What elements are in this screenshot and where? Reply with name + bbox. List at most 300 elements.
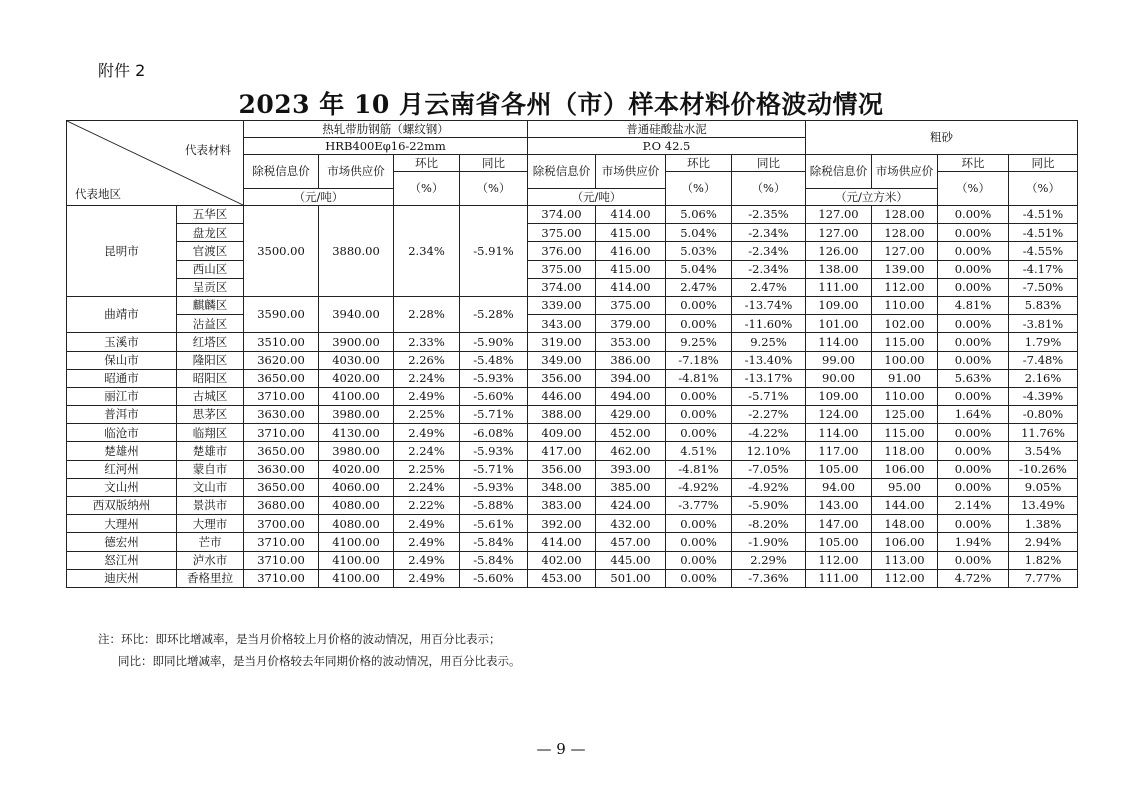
cement-market-price: 415.00 (596, 260, 666, 278)
rebar-yoy-change: -5.93% (460, 442, 528, 460)
rebar-yoy-change: -6.08% (460, 424, 528, 442)
sand-yoy-unit: （%） (1009, 172, 1078, 206)
cement-mom-change: 0.00% (666, 569, 732, 587)
district-cell: 文山市 (177, 478, 244, 496)
note-mom: 注：环比：即环比增减率，是当月价格较上月价格的波动情况，用百分比表示； (98, 632, 501, 646)
cement-yoy-change: -5.90% (732, 497, 806, 515)
table-row (67, 460, 1078, 478)
rebar-market-price: 4100.00 (319, 387, 394, 405)
sand-taxfree-price: 111.00 (806, 569, 872, 587)
cement-yoy-change: -2.34% (732, 224, 806, 242)
sand-mom-change: 5.63% (938, 369, 1009, 387)
table-row (67, 387, 1078, 405)
cement-mom-change: 9.25% (666, 333, 732, 351)
sand-taxfree-price: 143.00 (806, 497, 872, 515)
sand-market-price: 106.00 (872, 460, 938, 478)
table-row (67, 515, 1078, 533)
cement-yoy-change: -7.36% (732, 569, 806, 587)
cement-yoy-change: -13.17% (732, 369, 806, 387)
city-cell: 丽江市 (67, 387, 177, 405)
cement-taxfree-price: 402.00 (528, 551, 596, 569)
sand-market-price: 144.00 (872, 497, 938, 515)
city-cell: 昭通市 (67, 369, 177, 387)
cement-yoy-change: -2.34% (732, 260, 806, 278)
cement-yoy-change: -2.27% (732, 406, 806, 424)
cement-yoy-change: 9.25% (732, 333, 806, 351)
header-diagonal-cell (67, 121, 244, 206)
cement-taxfree-price: 374.00 (528, 206, 596, 224)
rebar-taxfree-header: 除税信息价 (244, 155, 319, 189)
rebar-mom-change: 2.34% (394, 206, 460, 297)
cement-yoy-change: -13.40% (732, 351, 806, 369)
district-cell: 官渡区 (177, 242, 244, 260)
cement-taxfree-price: 356.00 (528, 369, 596, 387)
sand-market-price: 112.00 (872, 278, 938, 296)
sand-taxfree-price: 105.00 (806, 533, 872, 551)
rebar-yoy-unit: （%） (460, 172, 528, 206)
cement-market-price: 445.00 (596, 551, 666, 569)
cement-market-price: 414.00 (596, 206, 666, 224)
cement-market-price: 429.00 (596, 406, 666, 424)
sand-yoy-change: -4.51% (1009, 224, 1078, 242)
rebar-yoy-change: -5.84% (460, 533, 528, 551)
rebar-yoy-change: -5.93% (460, 478, 528, 496)
cement-market-price: 416.00 (596, 242, 666, 260)
cement-market-price: 415.00 (596, 224, 666, 242)
rebar-market-price: 4020.00 (319, 369, 394, 387)
cement-header: 普通硅酸盐水泥 (528, 121, 806, 138)
sand-taxfree-price: 105.00 (806, 460, 872, 478)
district-cell: 大理市 (177, 515, 244, 533)
cement-market-price: 393.00 (596, 460, 666, 478)
rebar-yoy-change: -5.88% (460, 497, 528, 515)
sand-taxfree-price: 99.00 (806, 351, 872, 369)
cement-spec: P.O 42.5 (528, 138, 806, 155)
rebar-header: 热轧带肋钢筋（螺纹钢） (244, 121, 528, 138)
sand-yoy-change: -4.51% (1009, 206, 1078, 224)
rebar-taxfree-price: 3630.00 (244, 406, 319, 424)
cement-yoy-change: -5.71% (732, 387, 806, 405)
cement-taxfree-price: 417.00 (528, 442, 596, 460)
cement-taxfree-price: 375.00 (528, 224, 596, 242)
header-region-label: 代表地区 (75, 187, 121, 201)
sand-mom-change: 4.81% (938, 296, 1009, 314)
sand-unit: （元/立方米） (806, 189, 938, 206)
cement-yoy-unit: （%） (732, 172, 806, 206)
rebar-yoy-header: 同比 (460, 155, 528, 172)
sand-mom-change: 0.00% (938, 242, 1009, 260)
sand-yoy-change: -4.55% (1009, 242, 1078, 260)
rebar-taxfree-price: 3630.00 (244, 460, 319, 478)
cement-yoy-change: 2.47% (732, 278, 806, 296)
sand-mom-change: 0.00% (938, 206, 1009, 224)
cement-market-price: 385.00 (596, 478, 666, 496)
sand-mom-change: 1.94% (938, 533, 1009, 551)
district-cell: 景洪市 (177, 497, 244, 515)
cement-taxfree-price: 383.00 (528, 497, 596, 515)
rebar-mom-change: 2.49% (394, 424, 460, 442)
rebar-market-price: 3940.00 (319, 296, 394, 332)
cement-taxfree-price: 453.00 (528, 569, 596, 587)
sand-market-price: 113.00 (872, 551, 938, 569)
cement-mom-change: -3.77% (666, 497, 732, 515)
cement-taxfree-price: 343.00 (528, 315, 596, 333)
cement-market-header: 市场供应价 (596, 155, 666, 189)
rebar-taxfree-price: 3680.00 (244, 497, 319, 515)
sand-yoy-change: 1.38% (1009, 515, 1078, 533)
sand-yoy-change: 9.05% (1009, 478, 1078, 496)
district-cell: 思茅区 (177, 406, 244, 424)
note-yoy: 同比：即同比增减率，是当月价格较去年同期价格的波动情况，用百分比表示。 (118, 654, 521, 668)
rebar-yoy-change: -5.60% (460, 569, 528, 587)
sand-taxfree-price: 90.00 (806, 369, 872, 387)
cement-mom-change: -7.18% (666, 351, 732, 369)
sand-market-price: 110.00 (872, 296, 938, 314)
rebar-spec: HRB400Eφ16-22mm (244, 138, 528, 155)
sand-market-price: 128.00 (872, 224, 938, 242)
cement-market-price: 452.00 (596, 424, 666, 442)
rebar-taxfree-price: 3620.00 (244, 351, 319, 369)
sand-taxfree-price: 114.00 (806, 424, 872, 442)
district-cell: 西山区 (177, 260, 244, 278)
sand-taxfree-price: 109.00 (806, 296, 872, 314)
district-cell: 香格里拉 (177, 569, 244, 587)
sand-mom-change: 0.00% (938, 333, 1009, 351)
sand-taxfree-price: 127.00 (806, 224, 872, 242)
table-row (67, 551, 1078, 569)
cement-yoy-change: -8.20% (732, 515, 806, 533)
cement-taxfree-price: 414.00 (528, 533, 596, 551)
sand-yoy-change: 1.82% (1009, 551, 1078, 569)
sand-taxfree-price: 114.00 (806, 333, 872, 351)
rebar-market-price: 3980.00 (319, 442, 394, 460)
sand-taxfree-price: 117.00 (806, 442, 872, 460)
cement-yoy-change: -7.05% (732, 460, 806, 478)
cement-mom-change: 0.00% (666, 533, 732, 551)
rebar-mom-change: 2.33% (394, 333, 460, 351)
rebar-market-price: 4030.00 (319, 351, 394, 369)
cement-mom-change: 0.00% (666, 406, 732, 424)
rebar-mom-change: 2.28% (394, 296, 460, 332)
rebar-yoy-change: -5.91% (460, 206, 528, 297)
city-cell: 怒江州 (67, 551, 177, 569)
sand-market-price: 127.00 (872, 242, 938, 260)
cement-mom-change: 0.00% (666, 296, 732, 314)
district-cell: 麒麟区 (177, 296, 244, 314)
cement-yoy-change: -4.92% (732, 478, 806, 496)
rebar-mom-unit: （%） (394, 172, 460, 206)
table-row (67, 351, 1078, 369)
city-cell: 大理州 (67, 515, 177, 533)
sand-yoy-change: 3.54% (1009, 442, 1078, 460)
sand-market-price: 128.00 (872, 206, 938, 224)
sand-yoy-change: -3.81% (1009, 315, 1078, 333)
rebar-mom-change: 2.25% (394, 460, 460, 478)
city-cell: 楚雄州 (67, 442, 177, 460)
sand-market-price: 102.00 (872, 315, 938, 333)
cement-market-price: 394.00 (596, 369, 666, 387)
cement-taxfree-price: 339.00 (528, 296, 596, 314)
cement-yoy-change: -4.22% (732, 424, 806, 442)
sand-market-price: 110.00 (872, 387, 938, 405)
sand-mom-change: 0.00% (938, 460, 1009, 478)
rebar-market-price: 4060.00 (319, 478, 394, 496)
cement-mom-change: 2.47% (666, 278, 732, 296)
cement-mom-change: 0.00% (666, 424, 732, 442)
rebar-mom-header: 环比 (394, 155, 460, 172)
rebar-market-price: 4100.00 (319, 569, 394, 587)
header-material-label: 代表材料 (185, 143, 231, 157)
cement-taxfree-price: 374.00 (528, 278, 596, 296)
sand-market-price: 148.00 (872, 515, 938, 533)
rebar-taxfree-price: 3710.00 (244, 569, 319, 587)
sand-market-price: 115.00 (872, 333, 938, 351)
sand-taxfree-price: 127.00 (806, 206, 872, 224)
sand-yoy-change: 7.77% (1009, 569, 1078, 587)
rebar-taxfree-price: 3590.00 (244, 296, 319, 332)
cement-yoy-change: -11.60% (732, 315, 806, 333)
sand-yoy-change: 1.79% (1009, 333, 1078, 351)
sand-taxfree-price: 94.00 (806, 478, 872, 496)
sand-taxfree-price: 112.00 (806, 551, 872, 569)
table-row (67, 497, 1078, 515)
cement-market-price: 501.00 (596, 569, 666, 587)
rebar-taxfree-price: 3700.00 (244, 515, 319, 533)
rebar-market-price: 4080.00 (319, 515, 394, 533)
rebar-mom-change: 2.49% (394, 387, 460, 405)
sand-market-price: 115.00 (872, 424, 938, 442)
table-row (67, 278, 1078, 296)
cement-unit: （元/吨） (528, 189, 666, 206)
cement-market-price: 462.00 (596, 442, 666, 460)
sand-mom-change: 1.64% (938, 406, 1009, 424)
sand-market-price: 125.00 (872, 406, 938, 424)
cement-taxfree-price: 348.00 (528, 478, 596, 496)
sand-market-price: 112.00 (872, 569, 938, 587)
sand-taxfree-price: 109.00 (806, 387, 872, 405)
sand-mom-change: 2.14% (938, 497, 1009, 515)
cement-mom-change: 0.00% (666, 515, 732, 533)
cement-mom-change: -4.81% (666, 460, 732, 478)
sand-market-price: 100.00 (872, 351, 938, 369)
rebar-taxfree-price: 3650.00 (244, 478, 319, 496)
cement-mom-change: 0.00% (666, 387, 732, 405)
cement-taxfree-price: 392.00 (528, 515, 596, 533)
city-cell: 德宏州 (67, 533, 177, 551)
sand-mom-change: 0.00% (938, 224, 1009, 242)
table-row (67, 315, 1078, 333)
rebar-mom-change: 2.24% (394, 369, 460, 387)
sand-mom-change: 0.00% (938, 260, 1009, 278)
table-row (67, 533, 1078, 551)
rebar-taxfree-price: 3650.00 (244, 369, 319, 387)
rebar-mom-change: 2.24% (394, 442, 460, 460)
cement-market-price: 424.00 (596, 497, 666, 515)
cement-mom-change: 4.51% (666, 442, 732, 460)
city-cell: 普洱市 (67, 406, 177, 424)
rebar-market-price: 3980.00 (319, 406, 394, 424)
rebar-taxfree-price: 3650.00 (244, 442, 319, 460)
cement-market-price: 353.00 (596, 333, 666, 351)
district-cell: 芒市 (177, 533, 244, 551)
cement-market-price: 494.00 (596, 387, 666, 405)
rebar-taxfree-price: 3710.00 (244, 387, 319, 405)
cement-taxfree-price: 349.00 (528, 351, 596, 369)
rebar-market-header: 市场供应价 (319, 155, 394, 189)
city-cell: 曲靖市 (67, 296, 177, 332)
cement-taxfree-header: 除税信息价 (528, 155, 596, 189)
sand-yoy-change: -4.39% (1009, 387, 1078, 405)
rebar-taxfree-price: 3710.00 (244, 551, 319, 569)
cement-yoy-change: 2.29% (732, 551, 806, 569)
rebar-mom-change: 2.26% (394, 351, 460, 369)
table-row (67, 406, 1078, 424)
sand-yoy-change: -7.50% (1009, 278, 1078, 296)
sand-mom-header: 环比 (938, 155, 1009, 172)
cement-yoy-change: -2.34% (732, 242, 806, 260)
rebar-market-price: 3880.00 (319, 206, 394, 297)
sand-yoy-change: 11.76% (1009, 424, 1078, 442)
sand-yoy-change: -7.48% (1009, 351, 1078, 369)
district-cell: 楚雄市 (177, 442, 244, 460)
sand-yoy-change: 13.49% (1009, 497, 1078, 515)
cement-market-price: 414.00 (596, 278, 666, 296)
footnotes (98, 628, 521, 672)
rebar-mom-change: 2.24% (394, 478, 460, 496)
sand-mom-change: 0.00% (938, 478, 1009, 496)
rebar-mom-change: 2.49% (394, 533, 460, 551)
page-number: — 9 — (536, 740, 586, 758)
sand-mom-change: 4.72% (938, 569, 1009, 587)
table-row (67, 206, 1078, 224)
sand-market-price: 95.00 (872, 478, 938, 496)
sand-taxfree-price: 124.00 (806, 406, 872, 424)
table-row (67, 260, 1078, 278)
sand-mom-change: 0.00% (938, 515, 1009, 533)
sand-mom-change: 0.00% (938, 351, 1009, 369)
sand-taxfree-price: 147.00 (806, 515, 872, 533)
cement-yoy-change: -13.74% (732, 296, 806, 314)
district-cell: 泸水市 (177, 551, 244, 569)
cement-mom-unit: （%） (666, 172, 732, 206)
cement-taxfree-price: 388.00 (528, 406, 596, 424)
rebar-yoy-change: -5.61% (460, 515, 528, 533)
cement-taxfree-price: 319.00 (528, 333, 596, 351)
rebar-mom-change: 2.49% (394, 551, 460, 569)
cement-mom-change: 0.00% (666, 551, 732, 569)
table-row (67, 369, 1078, 387)
city-cell: 迪庆州 (67, 569, 177, 587)
rebar-yoy-change: -5.93% (460, 369, 528, 387)
sand-market-price: 118.00 (872, 442, 938, 460)
sand-header: 粗砂 (806, 121, 1078, 155)
cement-taxfree-price: 356.00 (528, 460, 596, 478)
sand-yoy-change: -0.80% (1009, 406, 1078, 424)
cement-mom-change: 5.06% (666, 206, 732, 224)
cement-market-price: 386.00 (596, 351, 666, 369)
sand-market-price: 106.00 (872, 533, 938, 551)
cement-mom-change: 5.04% (666, 260, 732, 278)
rebar-market-price: 4100.00 (319, 533, 394, 551)
sand-mom-change: 0.00% (938, 442, 1009, 460)
sand-mom-change: 0.00% (938, 278, 1009, 296)
cement-mom-header: 环比 (666, 155, 732, 172)
sand-taxfree-price: 101.00 (806, 315, 872, 333)
cement-market-price: 432.00 (596, 515, 666, 533)
cement-taxfree-price: 446.00 (528, 387, 596, 405)
sand-yoy-header: 同比 (1009, 155, 1078, 172)
district-cell: 临翔区 (177, 424, 244, 442)
rebar-taxfree-price: 3710.00 (244, 533, 319, 551)
sand-market-header: 市场供应价 (872, 155, 938, 189)
cement-mom-change: 0.00% (666, 315, 732, 333)
table-row (67, 424, 1078, 442)
rebar-market-price: 4130.00 (319, 424, 394, 442)
cement-mom-change: 5.03% (666, 242, 732, 260)
rebar-yoy-change: -5.71% (460, 406, 528, 424)
city-cell: 临沧市 (67, 424, 177, 442)
sand-taxfree-price: 111.00 (806, 278, 872, 296)
sand-yoy-change: 5.83% (1009, 296, 1078, 314)
rebar-market-price: 4020.00 (319, 460, 394, 478)
district-cell: 蒙自市 (177, 460, 244, 478)
city-cell: 玉溪市 (67, 333, 177, 351)
rebar-market-price: 4100.00 (319, 551, 394, 569)
city-cell: 昆明市 (67, 206, 177, 297)
district-cell: 古城区 (177, 387, 244, 405)
rebar-mom-change: 2.49% (394, 515, 460, 533)
sand-yoy-change: -10.26% (1009, 460, 1078, 478)
rebar-yoy-change: -5.71% (460, 460, 528, 478)
page-title: 2023 年 10 月云南省各州（市）样本材料价格波动情况 (238, 90, 884, 119)
district-cell: 五华区 (177, 206, 244, 224)
sand-yoy-change: -4.17% (1009, 260, 1078, 278)
cement-market-price: 457.00 (596, 533, 666, 551)
cement-market-price: 379.00 (596, 315, 666, 333)
rebar-mom-change: 2.49% (394, 569, 460, 587)
sand-yoy-change: 2.94% (1009, 533, 1078, 551)
city-cell: 西双版纳州 (67, 497, 177, 515)
cement-yoy-change: -2.35% (732, 206, 806, 224)
attachment-label: 附件 2 (98, 61, 146, 80)
rebar-market-price: 3900.00 (319, 333, 394, 351)
rebar-yoy-change: -5.84% (460, 551, 528, 569)
table-row (67, 333, 1078, 351)
cement-yoy-header: 同比 (732, 155, 806, 172)
rebar-market-price: 4080.00 (319, 497, 394, 515)
city-cell: 保山市 (67, 351, 177, 369)
rebar-unit: （元/吨） (244, 189, 394, 206)
sand-mom-change: 0.00% (938, 315, 1009, 333)
district-cell: 呈贡区 (177, 278, 244, 296)
table-row (67, 569, 1078, 587)
table-row (67, 296, 1078, 314)
table-row (67, 442, 1078, 460)
cement-yoy-change: 12.10% (732, 442, 806, 460)
district-cell: 红塔区 (177, 333, 244, 351)
rebar-yoy-change: -5.28% (460, 296, 528, 332)
cement-mom-change: -4.81% (666, 369, 732, 387)
rebar-taxfree-price: 3510.00 (244, 333, 319, 351)
city-cell: 红河州 (67, 460, 177, 478)
sand-mom-change: 0.00% (938, 551, 1009, 569)
cement-taxfree-price: 376.00 (528, 242, 596, 260)
rebar-taxfree-price: 3710.00 (244, 424, 319, 442)
sand-mom-change: 0.00% (938, 387, 1009, 405)
sand-taxfree-header: 除税信息价 (806, 155, 872, 189)
sand-mom-unit: （%） (938, 172, 1009, 206)
district-cell: 沾益区 (177, 315, 244, 333)
